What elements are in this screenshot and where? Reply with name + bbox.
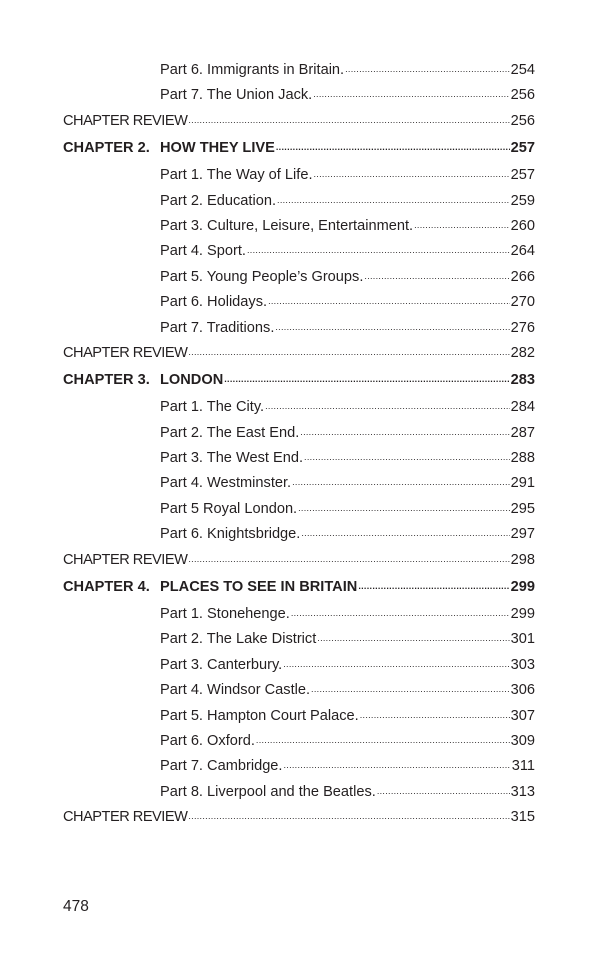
dot-leader (301, 524, 509, 538)
entry-page-number: 297 (510, 526, 535, 543)
entry-title: Part 7. Cambridge. (160, 758, 283, 775)
dot-leader (364, 267, 509, 281)
entry-page-number: 298 (510, 551, 535, 568)
dot-leader (292, 473, 510, 487)
entry-title: CHAPTER REVIEW (63, 112, 188, 129)
entry-title: Part 6. Knightsbridge. (160, 526, 301, 543)
dot-leader (358, 577, 509, 591)
dot-leader (268, 292, 510, 306)
dot-leader (311, 680, 510, 694)
dot-leader (188, 343, 509, 357)
entry-title: Part 4. Windsor Castle. (160, 682, 311, 699)
entry-title: Part 1. The Way of Life. (160, 167, 313, 184)
dot-leader (283, 756, 510, 770)
entry-page-number: 266 (510, 268, 535, 285)
entry-page-number: 276 (510, 319, 535, 336)
dot-leader (247, 241, 510, 255)
toc-entry-review[interactable] (63, 807, 535, 832)
page-number: 478 (63, 898, 89, 915)
entry-title: PLACES TO SEE IN BRITAIN (160, 579, 358, 596)
chapter-number: CHAPTER 2. (63, 140, 150, 157)
toc-entry-part[interactable] (63, 241, 535, 266)
toc-entry-part[interactable] (63, 165, 535, 190)
entry-page-number: 257 (510, 167, 535, 184)
dot-leader (188, 550, 509, 564)
dot-leader (265, 397, 510, 411)
dot-leader (360, 706, 510, 720)
toc-entry-part[interactable] (63, 680, 535, 705)
toc-entry-part[interactable] (63, 397, 535, 422)
toc-entry-part[interactable] (63, 706, 535, 731)
entry-title: CHAPTER REVIEW (63, 551, 188, 568)
entry-title: Part 5 Royal London. (160, 500, 298, 517)
entry-page-number: 254 (510, 62, 535, 78)
toc-entry-part[interactable] (63, 60, 535, 85)
dot-leader (277, 191, 510, 205)
chapter-number: CHAPTER 3. (63, 372, 150, 389)
entry-page-number: 303 (510, 656, 535, 673)
dot-leader (291, 604, 510, 618)
entry-title: Part 1. The City. (160, 399, 265, 416)
entry-title: Part 2. The Lake District (160, 631, 317, 648)
dot-leader (377, 782, 510, 796)
toc-entry-part[interactable] (63, 267, 535, 292)
entry-title: Part 1. Stonehenge. (160, 606, 290, 623)
entry-title: Part 6. Oxford. (160, 732, 255, 749)
entry-title: Part 7. Traditions. (160, 319, 275, 336)
entry-title: Part 8. Liverpool and the Beatles. (160, 783, 376, 800)
toc-entry-part[interactable] (63, 782, 535, 807)
entry-page-number: 264 (510, 243, 535, 260)
toc-entry-part[interactable] (63, 292, 535, 317)
toc-entry-part[interactable] (63, 423, 535, 448)
entry-page-number: 299 (510, 579, 535, 596)
entry-page-number: 287 (510, 424, 535, 441)
table-of-contents (63, 60, 535, 833)
toc-entry-part[interactable] (63, 318, 535, 343)
toc-entry-part[interactable] (63, 85, 535, 110)
entry-title: Part 6. Holidays. (160, 294, 268, 311)
toc-entry-part[interactable] (63, 216, 535, 241)
dot-leader (224, 370, 509, 384)
entry-page-number: 307 (510, 707, 535, 724)
entry-page-number: 291 (510, 475, 535, 492)
entry-page-number: 259 (510, 192, 535, 209)
entry-page-number: 295 (510, 500, 535, 517)
entry-title: CHAPTER REVIEW (63, 344, 188, 361)
entry-page-number: 256 (510, 112, 535, 129)
entry-title: Part 5. Hampton Court Palace. (160, 707, 359, 724)
entry-title: Part 4. Westminster. (160, 475, 292, 492)
toc-entry-review[interactable] (63, 343, 535, 368)
toc-entry-part[interactable] (63, 731, 535, 756)
entry-page-number: 309 (510, 732, 535, 749)
entry-title: Part 4. Sport. (160, 243, 246, 260)
dot-leader (188, 807, 509, 821)
entry-title: Part 2. The East End. (160, 424, 300, 441)
entry-page-number: 256 (510, 87, 535, 104)
toc-entry-chapter[interactable] (63, 138, 535, 165)
dot-leader (256, 731, 510, 745)
toc-entry-part[interactable] (63, 524, 535, 549)
toc-entry-part[interactable] (63, 604, 535, 629)
toc-entry-chapter[interactable] (63, 370, 535, 397)
toc-entry-review[interactable] (63, 111, 535, 136)
entry-page-number: 288 (510, 450, 535, 467)
toc-entry-part[interactable] (63, 473, 535, 498)
entry-page-number: 270 (510, 294, 535, 311)
entry-page-number: 311 (511, 758, 535, 775)
entry-page-number: 260 (510, 217, 535, 234)
dot-leader (276, 138, 510, 152)
toc-entry-review[interactable] (63, 550, 535, 575)
entry-title: Part 3. Culture, Leisure, Entertainment. (160, 217, 414, 234)
entry-title: Part 6. Immigrants in Britain. (160, 62, 345, 78)
entry-page-number: 283 (510, 372, 535, 389)
dot-leader (314, 165, 510, 179)
entry-title: LONDON (160, 372, 224, 389)
dot-leader (317, 629, 509, 643)
entry-title: Part 7. The Union Jack. (160, 87, 313, 104)
entry-title: HOW THEY LIVE (160, 140, 275, 157)
chapter-number: CHAPTER 4. (63, 579, 150, 596)
toc-entry-part[interactable] (63, 191, 535, 216)
entry-page-number: 315 (510, 809, 535, 826)
dot-leader (298, 499, 510, 513)
entry-page-number: 282 (510, 344, 535, 361)
toc-entry-part[interactable] (63, 629, 535, 654)
entry-page-number: 284 (510, 399, 535, 416)
dot-leader (304, 448, 510, 462)
entry-page-number: 301 (510, 631, 535, 648)
toc-entry-chapter[interactable] (63, 577, 535, 604)
dot-leader (283, 655, 509, 669)
dot-leader (300, 423, 509, 437)
entry-title: Part 2. Education. (160, 192, 277, 209)
entry-title: Part 3. Canterbury. (160, 656, 283, 673)
toc-entry-part[interactable] (63, 756, 535, 781)
toc-entry-part[interactable] (63, 499, 535, 524)
toc-entry-part[interactable] (63, 448, 535, 473)
entry-title: Part 5. Young People’s Groups. (160, 268, 364, 285)
entry-title: CHAPTER REVIEW (63, 809, 188, 826)
dot-leader (414, 216, 510, 230)
toc-entry-part[interactable] (63, 655, 535, 680)
entry-page-number: 306 (510, 682, 535, 699)
dot-leader (313, 85, 509, 99)
dot-leader (345, 60, 510, 74)
entry-title: Part 3. The West End. (160, 450, 304, 467)
entry-page-number: 299 (510, 606, 535, 623)
dot-leader (188, 111, 509, 125)
entry-page-number: 257 (510, 140, 535, 157)
dot-leader (275, 318, 509, 332)
entry-page-number: 313 (510, 783, 535, 800)
